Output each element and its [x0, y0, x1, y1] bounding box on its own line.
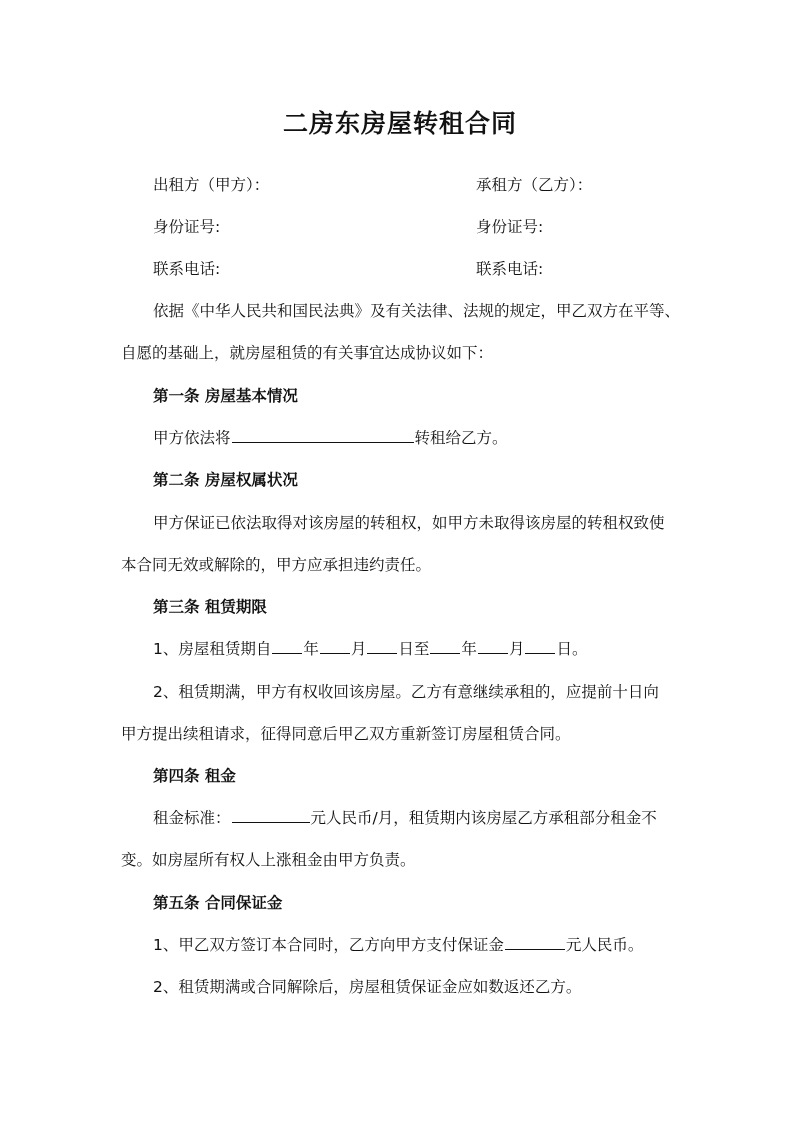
- end-month-label: 月: [508, 640, 525, 658]
- article-2-heading: 第二条 房屋权属状况: [153, 471, 298, 489]
- article-3-item-1: [153, 637, 587, 659]
- start-month-label: 月: [350, 640, 367, 658]
- deposit-amount-blank: [505, 934, 565, 950]
- end-day-label: 日。: [556, 640, 588, 658]
- article-4-line-1: [153, 806, 657, 828]
- article-1-heading: 第一条 房屋基本情况: [153, 387, 298, 405]
- article-1-text-after: 转租给乙方。: [414, 429, 508, 447]
- end-year-blank: [430, 638, 460, 654]
- article-5-heading: 第五条 合同保证金: [153, 894, 283, 912]
- start-month-blank: [320, 638, 350, 654]
- lease-term-prefix: 1、房屋租赁期自: [153, 640, 272, 658]
- rent-label: 租金标准：: [153, 809, 231, 827]
- document-title: 二房东房屋转租合同: [282, 109, 517, 138]
- end-year-label: 年: [461, 640, 477, 658]
- article-2-line-1: 甲方保证已依法取得对该房屋的转租权，如甲方未取得该房屋的转租权致使: [153, 514, 665, 532]
- intro-line-2: 自愿的基础上，就房屋租赁的有关事宜达成协议如下：: [121, 344, 494, 362]
- end-month-blank: [478, 638, 508, 654]
- lessee-label: 承租方（乙方）：: [476, 176, 593, 194]
- rent-unit-text: 元人民币/月，租赁期内该房屋乙方承租部分租金不: [310, 809, 657, 827]
- lessor-phone-label: 联系电话:: [153, 260, 221, 278]
- article-3-heading: 第三条 租赁期限: [153, 598, 267, 616]
- end-day-blank: [525, 638, 555, 654]
- intro-line-1: 依据《中华人民共和国民法典》及有关法律、法规的规定，甲乙双方在平等、: [153, 302, 681, 320]
- article-5-item-2: 2、租赁期满或合同解除后，房屋租赁保证金应如数返还乙方。: [153, 978, 582, 996]
- start-year-blank: [272, 638, 302, 654]
- start-day-label: 日至: [398, 640, 430, 658]
- rent-amount-blank: [232, 807, 310, 823]
- article-1-text-before: 甲方依法将: [153, 429, 231, 447]
- property-blank: [232, 427, 414, 443]
- article-2-line-2: 本合同无效或解除的，甲方应承担违约责任。: [121, 556, 432, 574]
- article-4-heading: 第四条 租金: [153, 767, 236, 785]
- lessor-id-label: 身份证号:: [153, 218, 221, 236]
- deposit-text-before: 1、甲乙双方签订本合同时，乙方向甲方支付保证金: [153, 936, 504, 954]
- article-3-item-2-line-1: 2、租赁期满，甲方有权收回该房屋。乙方有意继续承租的，应提前十日向: [153, 683, 659, 701]
- article-1-text: [153, 426, 508, 448]
- start-year-label: 年: [303, 640, 319, 658]
- deposit-text-after: 元人民币。: [565, 936, 644, 954]
- article-4-line-2: 变。如房屋所有权人上涨租金由甲方负责。: [121, 851, 416, 869]
- lessee-id-label: 身份证号:: [476, 218, 544, 236]
- start-day-blank: [367, 638, 397, 654]
- article-3-item-2-line-2: 甲方提出续租请求，征得同意后甲乙双方重新签订房屋租赁合同。: [121, 725, 571, 743]
- lessor-label: 出租方（甲方）：: [153, 176, 270, 194]
- lessee-phone-label: 联系电话:: [476, 260, 544, 278]
- article-5-item-1: [153, 933, 643, 955]
